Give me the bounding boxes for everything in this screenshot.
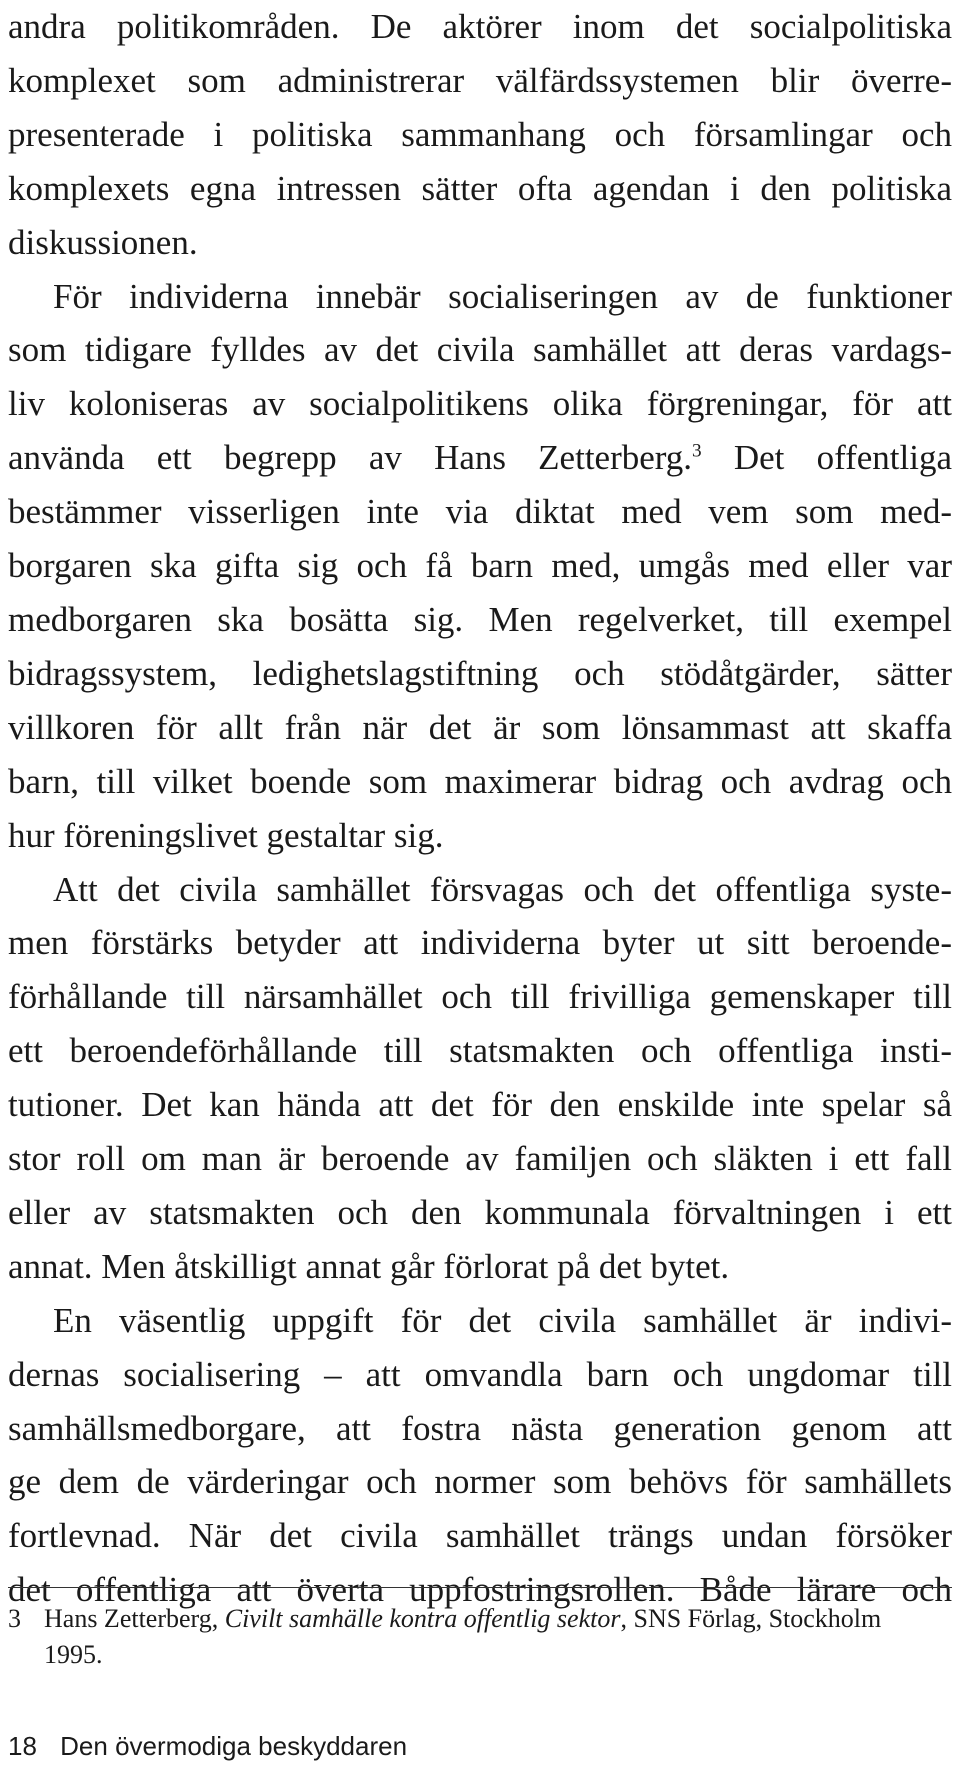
text-line: det offentliga att överta uppfostringsrollen. Både lärare och (8, 1570, 952, 1610)
footnote-line (8, 1601, 952, 1637)
text-line-with-note (8, 431, 952, 485)
text-line: För individerna innebär socialiseringen av de funktioner (53, 276, 952, 316)
footnote-publisher: , SNS Förlag, Stockholm (620, 1604, 882, 1633)
text-line: Att det civila samhället försvagas och det offentliga syste- (53, 869, 952, 909)
page-footer (8, 1730, 407, 1762)
text-line: men förstärks betyder att individerna byter ut sitt beroende- (8, 923, 952, 963)
text-segment: Det offentliga (701, 438, 952, 478)
text-line: fortlevnad. När det civila samhället trängs undan försöker (8, 1516, 952, 1556)
text-line: ge dem de värderingar och normer som behövs för samhällets (8, 1462, 952, 1502)
text-line: annat. Men åtskilligt annat går förlorat på det bytet. (8, 1246, 730, 1286)
text-line: bidragssystem, ledighetslagstiftning och stödåtgärder, sätter (8, 653, 952, 693)
footnote-divider (8, 1587, 952, 1588)
footnote-number: 3 (8, 1604, 21, 1633)
text-line: bestämmer visserligen inte via diktat med vem som med- (8, 492, 952, 532)
text-line: ett beroendeförhållande till statsmakten och offentliga insti- (8, 1031, 952, 1071)
paragraph-1 (8, 0, 952, 270)
text-line: komplexets egna intressen sätter ofta agendan i den politiska (8, 168, 952, 208)
footnote (8, 1601, 952, 1673)
text-line: liv koloniseras av socialpolitikens olika förgreningar, för att (8, 384, 952, 424)
text-line: dernas socialisering – att omvandla barn och ungdomar till (8, 1354, 952, 1394)
body-text (8, 0, 952, 1617)
text-line: förhållande till närsamhället och till frivilliga gemenskaper till (8, 977, 952, 1017)
paragraph-2 (8, 270, 952, 863)
text-line: diskussionen. (8, 222, 198, 262)
text-segment: använda ett begrepp av Hans Zetterberg. (8, 438, 693, 478)
text-line: andra politikområden. De aktörer inom det socialpolitiska (8, 7, 952, 46)
text-line: hur föreningslivet gestaltar sig. (8, 815, 444, 855)
footnote-author: Hans Zetterberg, (44, 1604, 225, 1633)
page-number: 18 (8, 1731, 37, 1761)
text-line: villkoren för allt från när det är som lönsammast att skaffa (8, 707, 952, 747)
text-line: stor roll om man är beroende av familjen och släkten i ett fall (8, 1139, 952, 1179)
text-line: En väsentlig uppgift för det civila samhället är indivi- (53, 1300, 952, 1340)
paragraph-4 (8, 1294, 952, 1617)
footnote-year: 1995. (44, 1640, 103, 1669)
text-line: barn, till vilket boende som maximerar bidrag och avdrag och (8, 761, 952, 801)
text-line: tutioner. Det kan hända att det för den enskilde inte spelar så (8, 1085, 952, 1125)
book-title: Den övermodiga beskyddaren (60, 1731, 408, 1761)
paragraph-3 (8, 863, 952, 1294)
text-line: presenterade i politiska sammanhang och församlingar och (8, 114, 952, 154)
footnote-reference[interactable]: 3 (692, 440, 702, 462)
text-line: borgaren ska gifta sig och få barn med, umgås med eller var (8, 546, 952, 586)
text-line: medborgaren ska bosätta sig. Men regelverket, till exempel (8, 599, 952, 639)
footnote-title: Civilt samhälle kontra offentlig sektor (224, 1604, 621, 1633)
text-line: som tidigare fylldes av det civila samhället att deras vardags- (8, 330, 952, 370)
text-line: eller av statsmakten och den kommunala förvaltningen i ett (8, 1192, 952, 1232)
text-line: samhällsmedborgare, att fostra nästa generation genom att (8, 1408, 952, 1448)
text-line: komplexet som administrerar välfärdssystemen blir överre- (8, 60, 952, 100)
